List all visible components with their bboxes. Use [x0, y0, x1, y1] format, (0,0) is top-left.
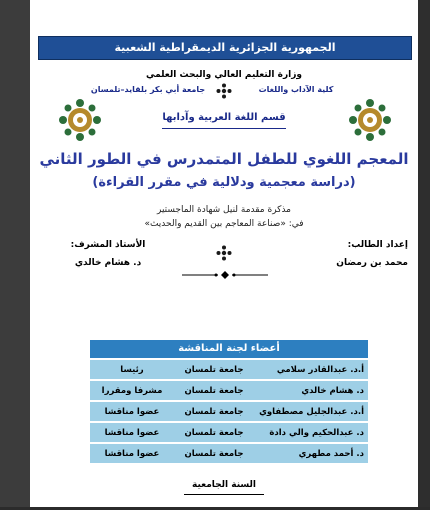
member-university: جامعة تلمسان — [184, 448, 244, 459]
ministry-name: وزارة التعليم العالي والبحث العلمي — [145, 70, 303, 80]
academic-year: السنة الجامعية — [191, 480, 256, 490]
member-role: عضوا مناقشا — [104, 448, 160, 459]
thesis-subtitle: (دراسة معجمية ودلالية في مقرر القراءة) — [92, 175, 356, 190]
republic-banner: الجمهورية الجزائرية الديمقراطية الشعبية — [38, 36, 412, 60]
supervisor-label: الأستاذ المشرف: — [70, 240, 146, 250]
department-underline — [162, 128, 286, 129]
committee-row — [90, 381, 368, 400]
member-name: د. هشام خالدي — [301, 385, 364, 396]
committee-row — [90, 444, 368, 463]
member-university: جامعة تلمسان — [184, 406, 244, 417]
viewer-right-edge — [418, 0, 430, 510]
student-name: محمد بن رمضان — [336, 258, 408, 268]
member-role: عضوا مناقشا — [104, 427, 160, 438]
member-university: جامعة تلمسان — [184, 385, 244, 396]
member-name: أ.د. عبدالقادر سلامي — [276, 364, 364, 375]
student-label: إعداد الطالب: — [347, 240, 408, 250]
member-role: عضوا مناقشا — [104, 406, 160, 417]
department-name: قسم اللغة العربية وآدابها — [162, 112, 286, 123]
member-name: د. أحمد مطهري — [298, 448, 364, 459]
member-university: جامعة تلمسان — [184, 364, 244, 375]
committee-heading: أعضاء لجنة المناقشة — [90, 340, 368, 358]
member-role: رئيسا — [120, 364, 144, 375]
supervisor-name: د. هشام خالدي — [74, 258, 142, 268]
flower-ornament-icon — [215, 82, 233, 100]
committee-table — [90, 340, 368, 463]
faculty-name: كلية الآداب واللغات — [258, 85, 334, 94]
member-role: مشرفا ومقررا — [101, 385, 163, 396]
member-name: د. عبدالحكيم والي دادة — [269, 427, 364, 438]
document-page — [30, 0, 418, 510]
committee-row — [90, 360, 368, 379]
flower-ornament-icon — [215, 244, 233, 262]
member-name: أ.د. عبدالجليل مصطفاوي — [259, 406, 364, 417]
committee-row — [90, 402, 368, 421]
academic-year-underline — [184, 494, 264, 495]
memo-statement: مذكرة مقدمة لنيل شهادة الماجستير — [156, 205, 292, 215]
committee-row — [90, 423, 368, 442]
thesis-title: المعجم اللغوي للطفل المتمدرس في الطور الثاني — [39, 150, 409, 168]
member-university: جامعة تلمسان — [184, 427, 244, 438]
specialty-statement: في: «صناعة المعاجم بين القديم والحديث» — [144, 219, 304, 229]
divider-ornament-icon — [180, 270, 270, 280]
university-name: جامعة أبي بكر بلقايد–تلمسان — [90, 85, 206, 94]
